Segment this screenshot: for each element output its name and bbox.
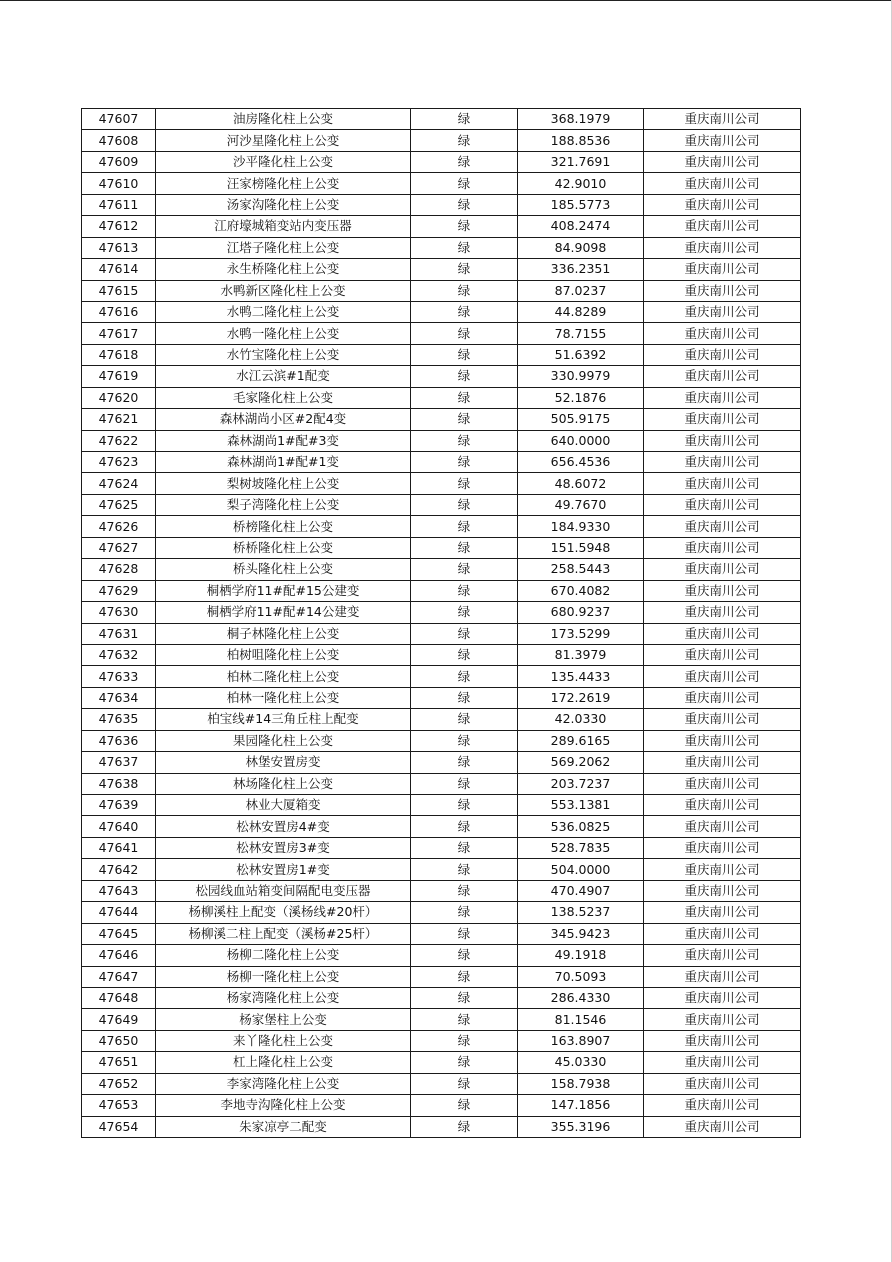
cell-color: 绿 (411, 580, 518, 601)
cell-name: 松林安置房1#变 (156, 859, 411, 880)
cell-value: 470.4907 (518, 880, 644, 901)
table-row (82, 602, 801, 623)
cell-value: 536.0825 (518, 816, 644, 837)
cell-name: 杨柳一隆化柱上公变 (156, 966, 411, 987)
cell-name: 来丫隆化柱上公变 (156, 1030, 411, 1051)
transformer-table (81, 108, 801, 1138)
cell-value: 640.0000 (518, 430, 644, 451)
cell-company: 重庆南川公司 (644, 902, 801, 923)
cell-color: 绿 (411, 795, 518, 816)
cell-color: 绿 (411, 687, 518, 708)
cell-company: 重庆南川公司 (644, 880, 801, 901)
cell-name: 杨家湾隆化柱上公变 (156, 987, 411, 1008)
cell-company: 重庆南川公司 (644, 344, 801, 365)
cell-id: 47610 (82, 173, 156, 194)
cell-id: 47631 (82, 623, 156, 644)
cell-id: 47630 (82, 602, 156, 623)
cell-id: 47620 (82, 387, 156, 408)
cell-name: 沙平隆化柱上公变 (156, 151, 411, 172)
cell-name: 杨柳溪柱上配变（溪杨线#20杆） (156, 902, 411, 923)
cell-company: 重庆南川公司 (644, 773, 801, 794)
cell-value: 48.6072 (518, 473, 644, 494)
cell-company: 重庆南川公司 (644, 559, 801, 580)
cell-company: 重庆南川公司 (644, 945, 801, 966)
cell-company: 重庆南川公司 (644, 580, 801, 601)
cell-name: 森林湖尚1#配#1变 (156, 452, 411, 473)
table-row (82, 816, 801, 837)
cell-value: 42.9010 (518, 173, 644, 194)
cell-company: 重庆南川公司 (644, 1009, 801, 1030)
cell-id: 47616 (82, 301, 156, 322)
cell-name: 杨家堡柱上公变 (156, 1009, 411, 1030)
cell-value: 135.4433 (518, 666, 644, 687)
cell-color: 绿 (411, 494, 518, 515)
cell-name: 杠上隆化柱上公变 (156, 1052, 411, 1073)
cell-value: 569.2062 (518, 752, 644, 773)
table-row (82, 537, 801, 558)
cell-id: 47632 (82, 644, 156, 665)
cell-name: 杨柳溪二柱上配变（溪杨#25杆） (156, 923, 411, 944)
cell-color: 绿 (411, 902, 518, 923)
table-row (82, 109, 801, 130)
cell-id: 47633 (82, 666, 156, 687)
cell-color: 绿 (411, 666, 518, 687)
cell-name: 汪家榜隆化柱上公变 (156, 173, 411, 194)
cell-company: 重庆南川公司 (644, 1030, 801, 1051)
cell-name: 桐栖学府11#配#15公建变 (156, 580, 411, 601)
cell-name: 水鸭一隆化柱上公变 (156, 323, 411, 344)
cell-value: 286.4330 (518, 987, 644, 1008)
cell-id: 47615 (82, 280, 156, 301)
cell-name: 杨柳二隆化柱上公变 (156, 945, 411, 966)
table-row (82, 945, 801, 966)
cell-company: 重庆南川公司 (644, 109, 801, 130)
cell-id: 47640 (82, 816, 156, 837)
cell-value: 44.8289 (518, 301, 644, 322)
cell-name: 油房隆化柱上公变 (156, 109, 411, 130)
cell-company: 重庆南川公司 (644, 602, 801, 623)
table-row (82, 880, 801, 901)
table-row (82, 452, 801, 473)
cell-value: 258.5443 (518, 559, 644, 580)
table-row (82, 923, 801, 944)
cell-company: 重庆南川公司 (644, 494, 801, 515)
table-row (82, 1052, 801, 1073)
cell-company: 重庆南川公司 (644, 173, 801, 194)
cell-color: 绿 (411, 473, 518, 494)
cell-id: 47613 (82, 237, 156, 258)
cell-company: 重庆南川公司 (644, 987, 801, 1008)
cell-name: 林业大厦箱变 (156, 795, 411, 816)
cell-company: 重庆南川公司 (644, 259, 801, 280)
cell-value: 680.9237 (518, 602, 644, 623)
cell-name: 李家湾隆化柱上公变 (156, 1073, 411, 1094)
cell-value: 158.7938 (518, 1073, 644, 1094)
table-row (82, 516, 801, 537)
cell-name: 桥头隆化柱上公变 (156, 559, 411, 580)
cell-color: 绿 (411, 344, 518, 365)
cell-value: 670.4082 (518, 580, 644, 601)
table-row (82, 1073, 801, 1094)
cell-color: 绿 (411, 1095, 518, 1116)
cell-color: 绿 (411, 323, 518, 344)
cell-color: 绿 (411, 1030, 518, 1051)
cell-value: 336.2351 (518, 259, 644, 280)
table-row (82, 644, 801, 665)
cell-company: 重庆南川公司 (644, 1073, 801, 1094)
cell-name: 林堡安置房变 (156, 752, 411, 773)
cell-color: 绿 (411, 151, 518, 172)
cell-value: 656.4536 (518, 452, 644, 473)
cell-name: 水江云滨#1配变 (156, 366, 411, 387)
cell-value: 185.5773 (518, 194, 644, 215)
cell-name: 朱家凉亭二配变 (156, 1116, 411, 1137)
cell-id: 47649 (82, 1009, 156, 1030)
cell-company: 重庆南川公司 (644, 323, 801, 344)
cell-color: 绿 (411, 301, 518, 322)
cell-id: 47650 (82, 1030, 156, 1051)
cell-value: 368.1979 (518, 109, 644, 130)
cell-value: 49.1918 (518, 945, 644, 966)
cell-name: 水鸭二隆化柱上公变 (156, 301, 411, 322)
cell-name: 江府壕城箱变站内变压器 (156, 216, 411, 237)
cell-id: 47621 (82, 409, 156, 430)
cell-value: 52.1876 (518, 387, 644, 408)
cell-name: 柏林一隆化柱上公变 (156, 687, 411, 708)
cell-id: 47611 (82, 194, 156, 215)
cell-id: 47643 (82, 880, 156, 901)
cell-value: 504.0000 (518, 859, 644, 880)
cell-company: 重庆南川公司 (644, 430, 801, 451)
cell-company: 重庆南川公司 (644, 666, 801, 687)
cell-color: 绿 (411, 259, 518, 280)
cell-id: 47625 (82, 494, 156, 515)
cell-company: 重庆南川公司 (644, 730, 801, 751)
cell-color: 绿 (411, 644, 518, 665)
cell-company: 重庆南川公司 (644, 687, 801, 708)
table-row (82, 1009, 801, 1030)
cell-id: 47628 (82, 559, 156, 580)
cell-company: 重庆南川公司 (644, 709, 801, 730)
cell-value: 49.7670 (518, 494, 644, 515)
table-row (82, 216, 801, 237)
cell-value: 172.2619 (518, 687, 644, 708)
cell-color: 绿 (411, 987, 518, 1008)
table-row (82, 259, 801, 280)
cell-id: 47634 (82, 687, 156, 708)
table-row (82, 130, 801, 151)
cell-value: 78.7155 (518, 323, 644, 344)
table-row (82, 194, 801, 215)
cell-value: 51.6392 (518, 344, 644, 365)
cell-id: 47609 (82, 151, 156, 172)
cell-id: 47607 (82, 109, 156, 130)
cell-company: 重庆南川公司 (644, 1052, 801, 1073)
cell-company: 重庆南川公司 (644, 452, 801, 473)
table-row (82, 301, 801, 322)
cell-company: 重庆南川公司 (644, 837, 801, 858)
table-row (82, 902, 801, 923)
table-row (82, 323, 801, 344)
cell-color: 绿 (411, 409, 518, 430)
cell-color: 绿 (411, 923, 518, 944)
cell-color: 绿 (411, 237, 518, 258)
cell-name: 汤家沟隆化柱上公变 (156, 194, 411, 215)
table-row (82, 494, 801, 515)
cell-company: 重庆南川公司 (644, 280, 801, 301)
cell-name: 森林湖尚1#配#3变 (156, 430, 411, 451)
cell-name: 松园线血站箱变间隔配电变压器 (156, 880, 411, 901)
cell-id: 47636 (82, 730, 156, 751)
table-row (82, 1095, 801, 1116)
cell-name: 李地寺沟隆化柱上公变 (156, 1095, 411, 1116)
cell-name: 松林安置房3#变 (156, 837, 411, 858)
cell-value: 408.2474 (518, 216, 644, 237)
cell-company: 重庆南川公司 (644, 151, 801, 172)
cell-color: 绿 (411, 773, 518, 794)
cell-name: 河沙星隆化柱上公变 (156, 130, 411, 151)
cell-color: 绿 (411, 880, 518, 901)
cell-company: 重庆南川公司 (644, 623, 801, 644)
cell-color: 绿 (411, 537, 518, 558)
cell-value: 184.9330 (518, 516, 644, 537)
cell-color: 绿 (411, 859, 518, 880)
cell-id: 47646 (82, 945, 156, 966)
cell-id: 47651 (82, 1052, 156, 1073)
cell-color: 绿 (411, 752, 518, 773)
cell-value: 553.1381 (518, 795, 644, 816)
table-row (82, 795, 801, 816)
cell-id: 47624 (82, 473, 156, 494)
table-row (82, 344, 801, 365)
cell-company: 重庆南川公司 (644, 1095, 801, 1116)
cell-name: 江塔子隆化柱上公变 (156, 237, 411, 258)
cell-value: 321.7691 (518, 151, 644, 172)
cell-name: 桥榜隆化柱上公变 (156, 516, 411, 537)
cell-color: 绿 (411, 966, 518, 987)
table-row (82, 559, 801, 580)
cell-id: 47627 (82, 537, 156, 558)
table-row (82, 387, 801, 408)
cell-name: 柏林二隆化柱上公变 (156, 666, 411, 687)
cell-color: 绿 (411, 216, 518, 237)
cell-company: 重庆南川公司 (644, 301, 801, 322)
cell-id: 47619 (82, 366, 156, 387)
cell-color: 绿 (411, 387, 518, 408)
cell-color: 绿 (411, 173, 518, 194)
cell-id: 47645 (82, 923, 156, 944)
table-row (82, 473, 801, 494)
cell-color: 绿 (411, 430, 518, 451)
table-row (82, 1116, 801, 1137)
cell-value: 42.0330 (518, 709, 644, 730)
cell-id: 47629 (82, 580, 156, 601)
cell-company: 重庆南川公司 (644, 366, 801, 387)
cell-value: 151.5948 (518, 537, 644, 558)
cell-name: 梨子湾隆化柱上公变 (156, 494, 411, 515)
cell-color: 绿 (411, 1073, 518, 1094)
cell-value: 81.3979 (518, 644, 644, 665)
cell-color: 绿 (411, 1009, 518, 1030)
cell-id: 47612 (82, 216, 156, 237)
cell-id: 47635 (82, 709, 156, 730)
cell-company: 重庆南川公司 (644, 409, 801, 430)
cell-company: 重庆南川公司 (644, 537, 801, 558)
cell-name: 果园隆化柱上公变 (156, 730, 411, 751)
cell-id: 47639 (82, 795, 156, 816)
cell-value: 70.5093 (518, 966, 644, 987)
cell-name: 水竹宝隆化柱上公变 (156, 344, 411, 365)
cell-id: 47644 (82, 902, 156, 923)
cell-value: 203.7237 (518, 773, 644, 794)
table-row (82, 366, 801, 387)
cell-color: 绿 (411, 452, 518, 473)
cell-company: 重庆南川公司 (644, 923, 801, 944)
cell-color: 绿 (411, 130, 518, 151)
cell-name: 水鸭新区隆化柱上公变 (156, 280, 411, 301)
cell-id: 47647 (82, 966, 156, 987)
cell-name: 梨树坡隆化柱上公变 (156, 473, 411, 494)
cell-id: 47638 (82, 773, 156, 794)
cell-id: 47622 (82, 430, 156, 451)
cell-name: 松林安置房4#变 (156, 816, 411, 837)
cell-company: 重庆南川公司 (644, 387, 801, 408)
cell-value: 81.1546 (518, 1009, 644, 1030)
cell-color: 绿 (411, 366, 518, 387)
table-row (82, 623, 801, 644)
table-row (82, 837, 801, 858)
cell-value: 84.9098 (518, 237, 644, 258)
cell-company: 重庆南川公司 (644, 194, 801, 215)
table-row (82, 966, 801, 987)
cell-value: 330.9979 (518, 366, 644, 387)
table-row (82, 773, 801, 794)
cell-company: 重庆南川公司 (644, 516, 801, 537)
cell-company: 重庆南川公司 (644, 216, 801, 237)
table-row (82, 151, 801, 172)
cell-name: 柏树咀隆化柱上公变 (156, 644, 411, 665)
cell-color: 绿 (411, 837, 518, 858)
table-row (82, 987, 801, 1008)
cell-value: 147.1856 (518, 1095, 644, 1116)
table-row (82, 430, 801, 451)
cell-id: 47608 (82, 130, 156, 151)
table-row (82, 280, 801, 301)
table-row (82, 580, 801, 601)
cell-name: 林场隆化柱上公变 (156, 773, 411, 794)
page-top-rule (0, 0, 892, 1)
cell-color: 绿 (411, 280, 518, 301)
cell-name: 桐子林隆化柱上公变 (156, 623, 411, 644)
cell-name: 桐栖学府11#配#14公建变 (156, 602, 411, 623)
cell-company: 重庆南川公司 (644, 966, 801, 987)
table-row (82, 859, 801, 880)
cell-id: 47618 (82, 344, 156, 365)
cell-color: 绿 (411, 602, 518, 623)
cell-id: 47617 (82, 323, 156, 344)
cell-color: 绿 (411, 109, 518, 130)
table-row (82, 752, 801, 773)
cell-name: 森林湖尚小区#2配4变 (156, 409, 411, 430)
table-row (82, 409, 801, 430)
cell-color: 绿 (411, 516, 518, 537)
cell-value: 528.7835 (518, 837, 644, 858)
cell-color: 绿 (411, 816, 518, 837)
table-row (82, 237, 801, 258)
cell-name: 桥桥隆化柱上公变 (156, 537, 411, 558)
cell-id: 47642 (82, 859, 156, 880)
table-row (82, 687, 801, 708)
table-row (82, 666, 801, 687)
cell-id: 47653 (82, 1095, 156, 1116)
cell-color: 绿 (411, 709, 518, 730)
cell-company: 重庆南川公司 (644, 816, 801, 837)
cell-color: 绿 (411, 1052, 518, 1073)
cell-value: 173.5299 (518, 623, 644, 644)
cell-value: 289.6165 (518, 730, 644, 751)
cell-value: 138.5237 (518, 902, 644, 923)
cell-company: 重庆南川公司 (644, 237, 801, 258)
cell-color: 绿 (411, 730, 518, 751)
table-row (82, 709, 801, 730)
cell-color: 绿 (411, 559, 518, 580)
cell-name: 永生桥隆化柱上公变 (156, 259, 411, 280)
table-body (82, 109, 801, 1138)
cell-id: 47623 (82, 452, 156, 473)
cell-value: 87.0237 (518, 280, 644, 301)
table-row (82, 730, 801, 751)
cell-color: 绿 (411, 194, 518, 215)
cell-id: 47626 (82, 516, 156, 537)
cell-id: 47637 (82, 752, 156, 773)
cell-company: 重庆南川公司 (644, 1116, 801, 1137)
cell-name: 柏宝线#14三角丘柱上配变 (156, 709, 411, 730)
cell-value: 188.8536 (518, 130, 644, 151)
cell-color: 绿 (411, 1116, 518, 1137)
cell-value: 163.8907 (518, 1030, 644, 1051)
cell-id: 47641 (82, 837, 156, 858)
cell-id: 47652 (82, 1073, 156, 1094)
cell-company: 重庆南川公司 (644, 473, 801, 494)
cell-company: 重庆南川公司 (644, 752, 801, 773)
cell-value: 45.0330 (518, 1052, 644, 1073)
table-row (82, 173, 801, 194)
cell-company: 重庆南川公司 (644, 644, 801, 665)
cell-value: 355.3196 (518, 1116, 644, 1137)
cell-id: 47648 (82, 987, 156, 1008)
cell-id: 47614 (82, 259, 156, 280)
cell-id: 47654 (82, 1116, 156, 1137)
cell-color: 绿 (411, 623, 518, 644)
table-row (82, 1030, 801, 1051)
cell-company: 重庆南川公司 (644, 795, 801, 816)
cell-value: 505.9175 (518, 409, 644, 430)
cell-name: 毛家隆化柱上公变 (156, 387, 411, 408)
cell-value: 345.9423 (518, 923, 644, 944)
cell-company: 重庆南川公司 (644, 130, 801, 151)
cell-color: 绿 (411, 945, 518, 966)
cell-company: 重庆南川公司 (644, 859, 801, 880)
